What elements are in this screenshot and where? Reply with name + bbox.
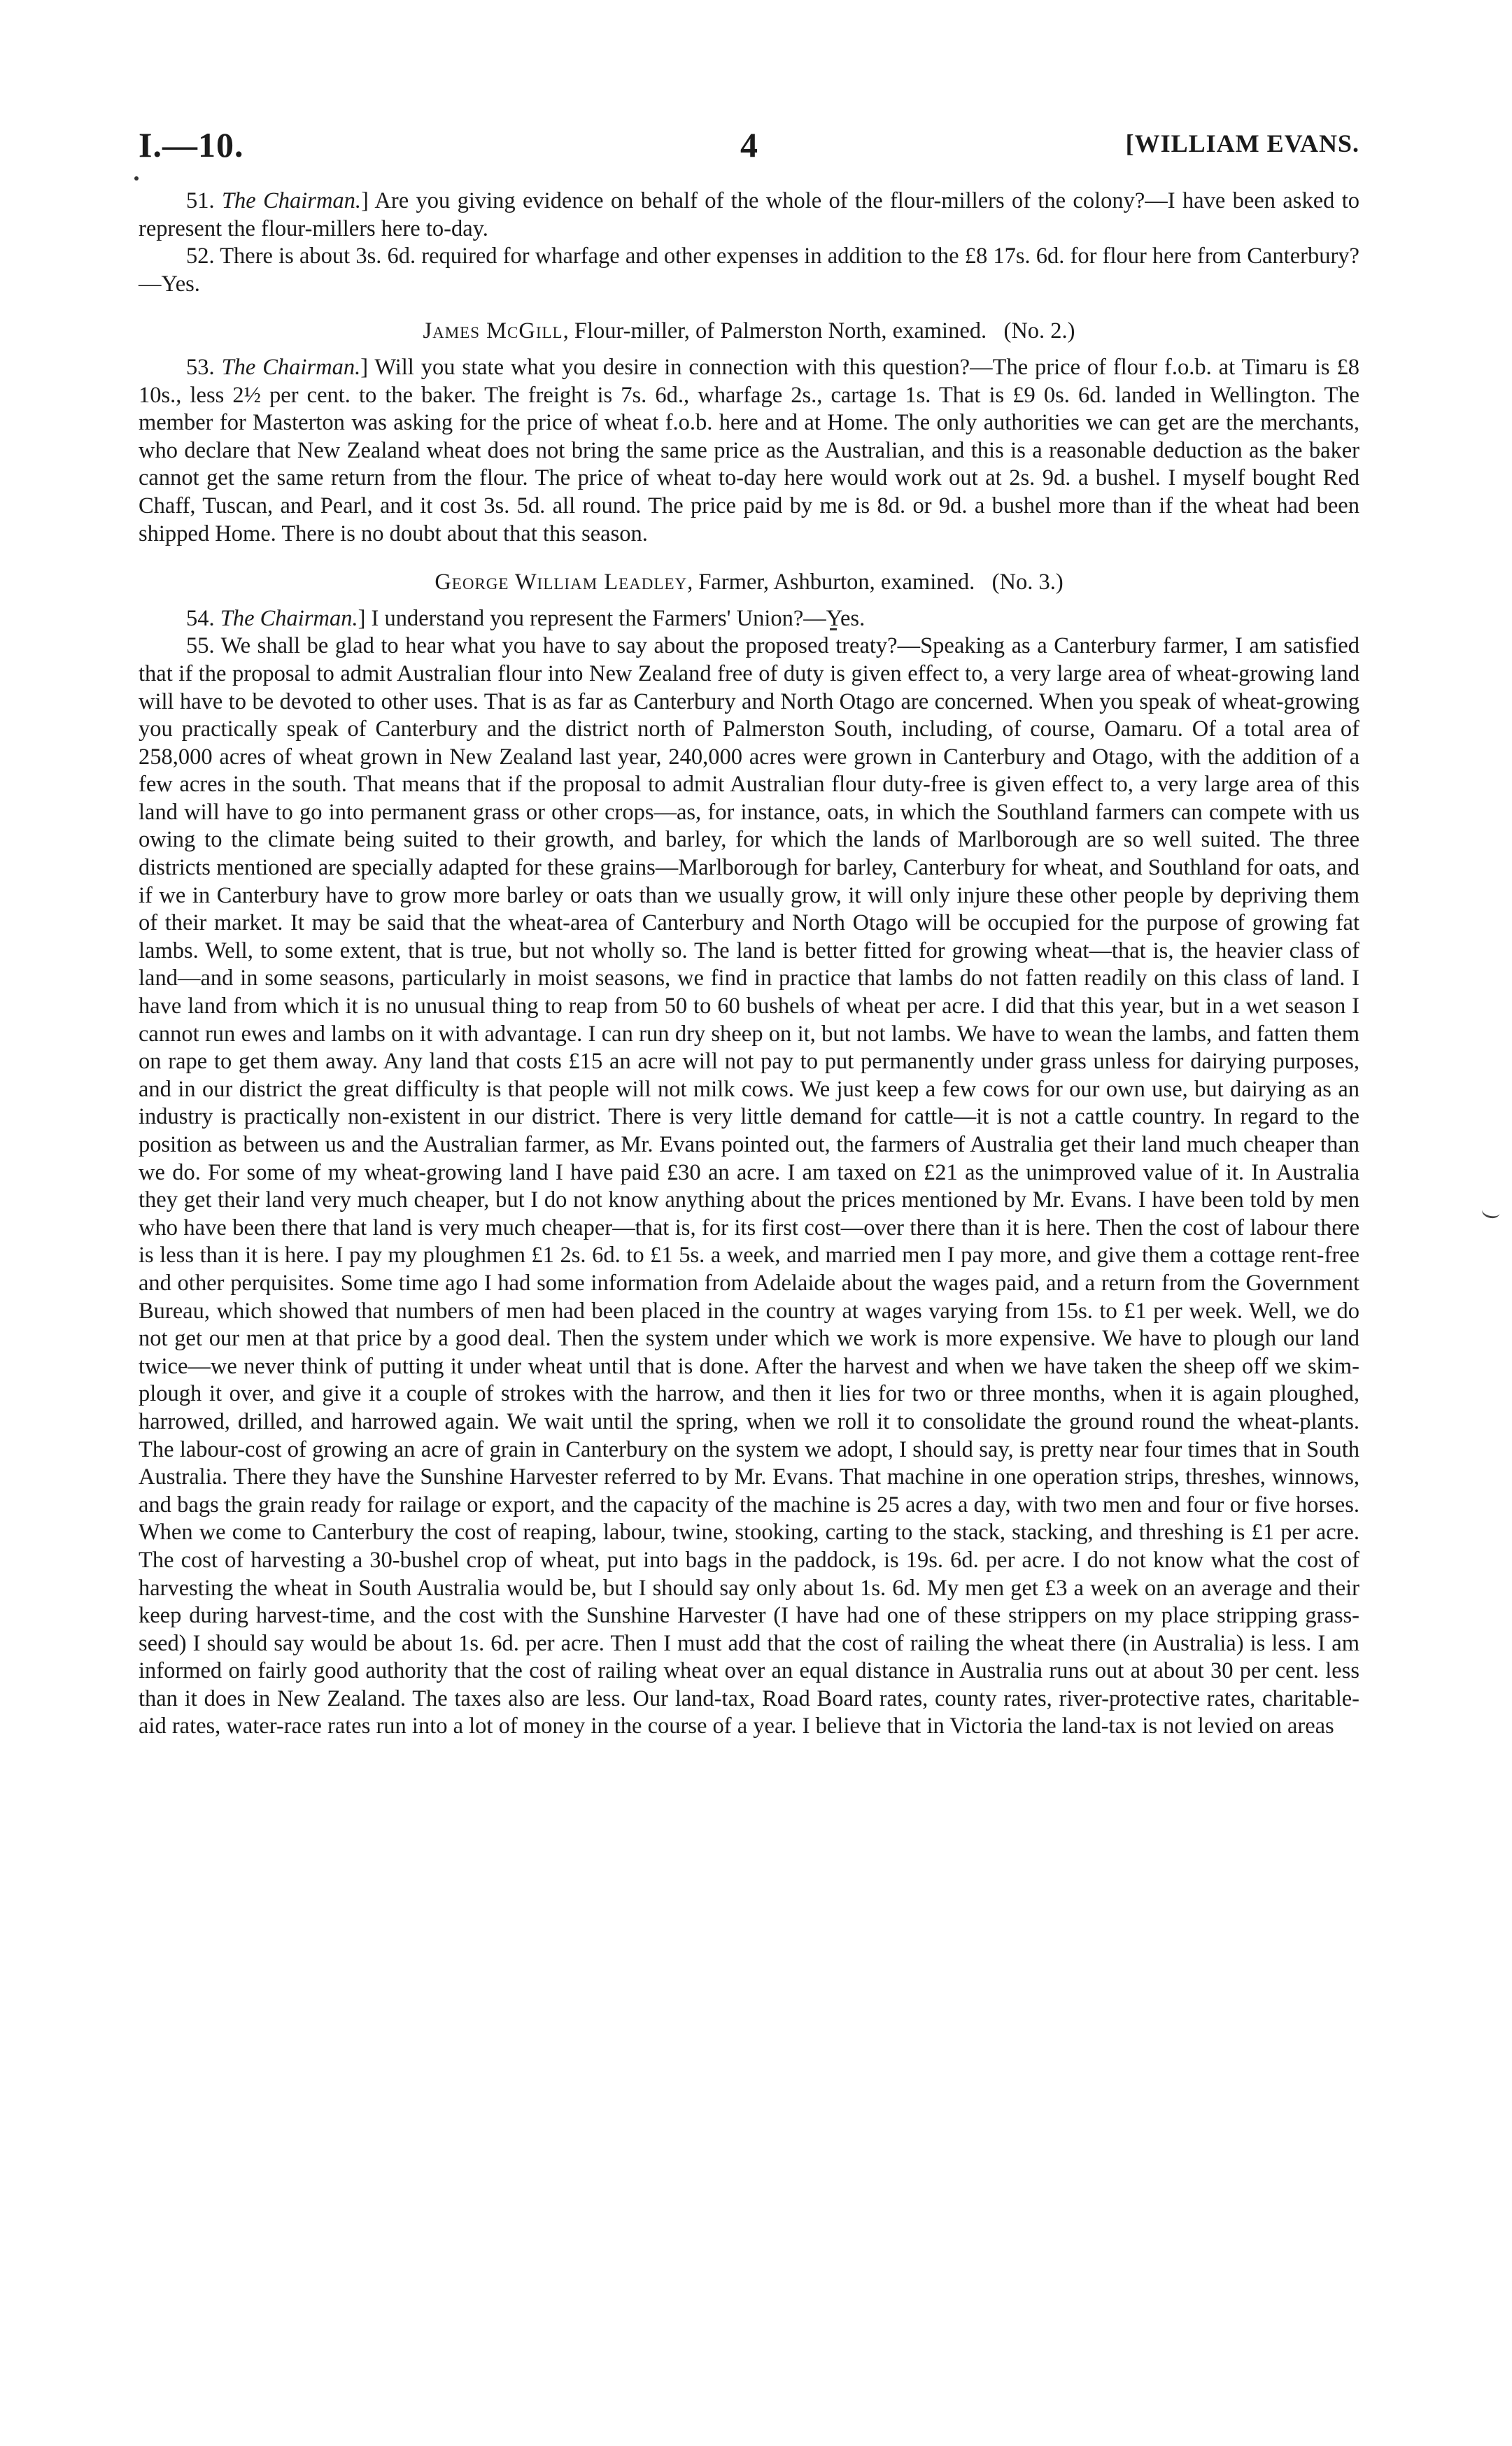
question-52	[139, 243, 1359, 298]
witness-number: (No. 3.)	[991, 570, 1064, 595]
speaker-label: The Chairman.	[221, 188, 362, 213]
question-text: ] Are you giving evidence on behalf of the whole of the flour-millers of the colony?—I have been asked to represent the flour-millers here to-day.	[139, 188, 1360, 241]
margin-pencil-mark	[1481, 1203, 1501, 1220]
witness-number: (No. 2.)	[1003, 318, 1075, 344]
witness-heading-3	[139, 569, 1359, 597]
witness-name: George William Leadley	[434, 570, 688, 595]
page-number: 4	[740, 125, 758, 164]
question-number: 53.	[186, 354, 215, 380]
witness-description: , Farmer, Ashburton, examined.	[687, 570, 975, 595]
witness-name: James McGill	[423, 318, 563, 344]
question-text: We shall be glad to hear what you have to say about the proposed treaty?—Speaking as a Canterbury farmer, I am satisfied that if the proposal to admit Australian flour into New Zealand free of duty is given effect to, a very large area of wheat-growing land will have to be devoted to other uses. That is as far as Canterbury and North Otago are concerned. When you speak of wheat-growing you practically speak of Canterbury and the district north of Palmerston South, including, of course, Oamaru. Of a total area of 258,000 acres of wheat grown in New Zealand last year, 240,000 acres were grown in Canterbury and Otago, with the addition of a few acres in the south. That means that if the proposal to admit Australian flour duty-free is given effect to, a very large area of this land will have to go into permanent grass or other crops—as, for instance, oats, in which the Southland farmers can compete with us owing to the climate being suited to their growth, and barley, for which the lands of Marlborough are so well suited. The three districts mentioned are specially adapted for these grains—Marlborough for barley, Canterbury for wheat, and Southland for oats, and if we in Canterbury have to grow more barley or oats than we usually grow, it will only injure these other people by depriving them of their market. It may be said that the wheat-area of Canterbury and North Otago will be occupied for the purpose of growing fat lambs. Well, to some extent, that is true, but not wholly so. The land is better fitted for growing wheat—that is, the heavier class of land—and in some seasons, particularly in moist seasons, we find in practice that lambs do not fatten readily on this class of land. I have land from which it is no unusual thing to reap from 50 to 60 bushels of wheat per acre. I did that this year, but in a wet season I cannot run ewes and lambs on it with advantage. I can run dry sheep on it, but not lambs. We have to wean the lambs, and fatten them on rape to get them away. Any land that costs £15 an acre will not pay to put permanently under grass unless for dairying purposes, and in our district the great difficulty is that people will not milk cows. We just keep a few cows for our own use, but dairying as an industry is practically non-existent in our district. There is very little demand for cattle—it is not a cattle country. In regard to the position as between us and the Australian farmer, as Mr. Evans pointed out, the farmers of Australia get their land much cheaper than we do. For some of my wheat-growing land I have paid £30 an acre. I am taxed on £21 as the unimproved value of it. In Australia they get their land very much cheaper, but I do not know anything about the prices mentioned by Mr. Evans. I have been told by men who have been there that land is very much cheaper—that is, for its first cost—over there than it is here. Then the cost of labour there is less than it is here. I pay my ploughmen £1 2s. 6d. to £1 5s. a week, and married men I pay more, and give them a cottage rent-free and other perquisites. Some time ago I had some information from Adelaide about the wages paid, and a return from the Government Bureau, which showed that numbers of men had been placed in the country at wages varying from 15s. to £1 per week. Well, we do not get our men at that price by a good deal. Then the system under which we work is more expensive. We have to plough our land twice—we never think of putting it under wheat until that is done. After the harvest and when we have taken the sheep off we skim-plough it over, and give it a couple of strokes with the harrow, and then it lies for two or three months, when it is again ploughed, harrowed, drilled, and harrowed again. We wait until the spring, when we roll it to consolidate the ground round the wheat-plants. The labour-cost of growing an acre of grain in Canterbury on the system we adopt, I should say, is pretty near four times that in South Australia. There they have the Sunshine Harvester referred to by Mr. Evans. That machine in one operation strips, threshes, winnows, and bags the grain ready for railage or export, and the capacity of the machine is 25 acres a day, with two men and four or five horses. When we come to Canterbury the cost of reaping, labour, twine, stooking, carting to the stack, stacking, and threshing is £1 per acre. The cost of harvesting a 30-bushel crop of wheat, put into bags in the paddock, is 19s. 6d. per acre. I do not know what the cost of harvesting the wheat in South Australia would be, but I should say only about 1s. 6d. My men get £3 a week on an average and their keep during harvest-time, and the cost with the Sunshine Harvester (I have had one of these strippers on my place stripping grass-seed) I should say would be about 1s. 6d. per acre. Then I must add that the cost of railing the wheat there (in Australia) is less. I am informed on fairly good authority that the cost of railing wheat over an equal distance in Australia runs out at about 30 per cent. less than it does in New Zealand. The taxes also are less. Our land-tax, Road Board rates, county rates, river-protective rates, charitable-aid rates, water-race rates run into a lot of money in the course of a year. I believe that in Victoria the land-tax is not levied on areas	[139, 633, 1359, 1739]
question-text: ] Will you state what you desire in connection with this question?—The price of flour f.o.b. at Timaru is £8 10s., less 2½ per cent. to the baker. The freight is 7s. 6d., wharfage 2s., cartage 1s. That is £9 0s. 6d. landed in Wellington. The member for Masterton was asking for the price of wheat f.o.b. here and at Home. The only authorities we can get are the merchants, who declare that New Zealand wheat does not bring the same price as the Australian, and this is a reasonable deduction as the baker cannot get the same return from the flour. The price of wheat to-day here would work out at 2s. 9d. a bushel. I myself bought Red Chaff, Tuscan, and Pearl, and it cost 3s. 5d. all round. The price paid by me is 8d. or 9d. a bushel more than if the wheat had been shipped Home. There is no doubt about that this season.	[139, 354, 1360, 546]
question-text: ] I understand you represent the Farmers' Union?—Yes.	[358, 605, 865, 631]
question-55	[139, 632, 1359, 1741]
question-54	[139, 605, 1359, 633]
question-number: 52.	[186, 243, 215, 269]
speaker-label: The Chairman.	[221, 354, 361, 380]
document-reference: I.—10.	[139, 125, 244, 164]
question-53	[139, 354, 1359, 548]
question-number: 54.	[186, 605, 215, 631]
witness-heading-2	[139, 318, 1359, 346]
document-body	[139, 188, 1359, 1741]
witness-description: , Flour-miller, of Palmerston North, examined.	[563, 318, 987, 344]
page-header	[139, 125, 1359, 174]
question-51	[139, 188, 1359, 243]
question-text: There is about 3s. 6d. required for wharfage and other expenses in addition to the £8 17s. 6d. for flour here from Canterbury?—Yes.	[139, 243, 1359, 297]
speaker-label: The Chairman.	[220, 605, 358, 631]
running-head-witness: [WILLIAM EVANS.	[1125, 129, 1359, 157]
question-number: 55.	[186, 633, 215, 659]
stray-dot-mark	[134, 176, 139, 181]
question-number: 51.	[186, 188, 215, 213]
